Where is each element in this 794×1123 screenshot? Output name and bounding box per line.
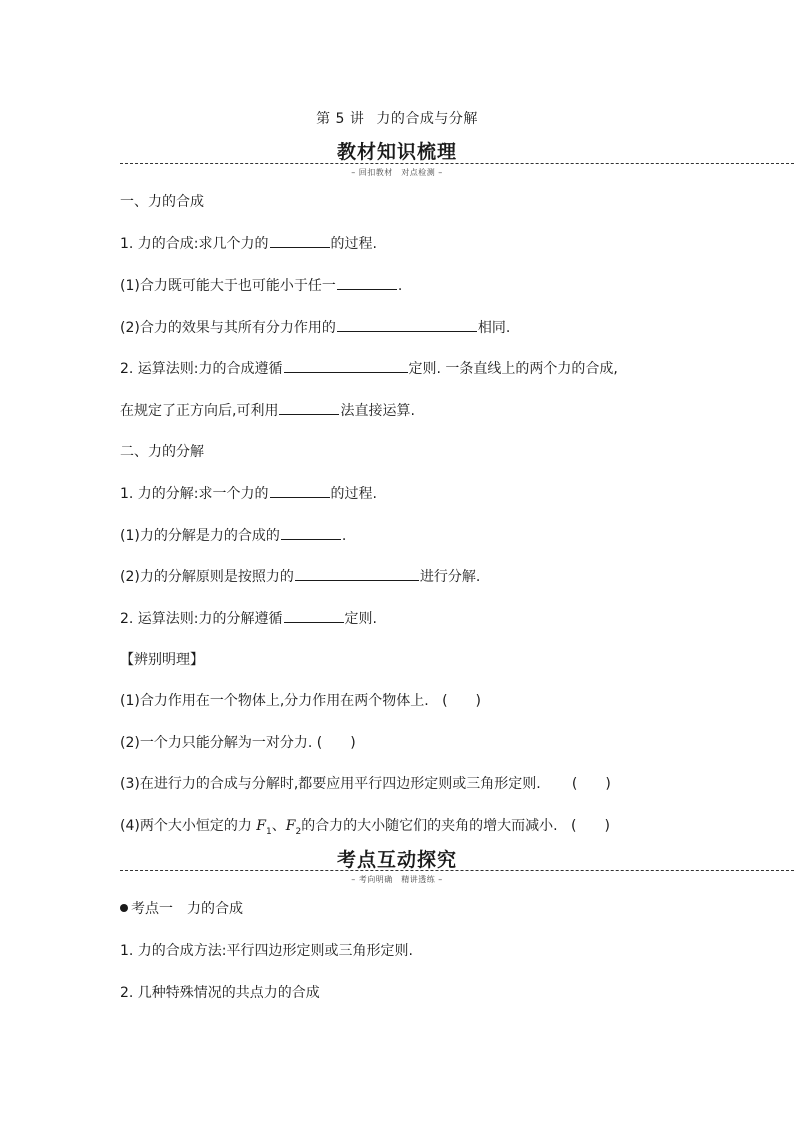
judge-question-3: (3)在进行力的合成与分解时,都要应用平行四边形定则或三角形定则. ( ): [120, 776, 611, 792]
item-resolution-principle: (2)力的分解原则是按照力的 进行分解.: [120, 566, 480, 587]
section-heading-textbook: 教材知识梳理: [336, 141, 457, 163]
item-resultant-effect: (2)合力的效果与其所有分力作用的 相同.: [120, 317, 510, 338]
exam-point-item-1: 1. 力的合成方法:平行四边形定则或三角形定则.: [120, 943, 413, 959]
heading-discernment: 【辨别明理】: [120, 652, 204, 668]
answer-parentheses[interactable]: ( ): [571, 818, 610, 834]
answer-blank[interactable]: [295, 566, 419, 581]
answer-parentheses[interactable]: ( ): [316, 735, 356, 751]
answer-blank[interactable]: [270, 483, 330, 498]
item-resolution-rule: 2. 运算法则:力的分解遵循 定则.: [120, 608, 377, 629]
item-composition-rule: 2. 运算法则:力的合成遵循 定则. 一条直线上的两个力的合成,: [120, 358, 618, 379]
section-heading-exam-points: 考点互动探究: [336, 849, 457, 871]
judge-question-1: (1)合力作用在一个物体上,分力作用在两个物体上. ( ): [120, 693, 482, 709]
exam-point-heading: 考点一 力的合成: [120, 899, 243, 919]
heading-resolution: 二、力的分解: [120, 444, 204, 460]
exam-point-item-2: 2. 几种特殊情况的共点力的合成: [120, 985, 320, 1001]
answer-parentheses[interactable]: ( ): [442, 693, 482, 709]
lesson-number: 第 5 讲: [316, 111, 365, 127]
answer-blank[interactable]: [270, 233, 330, 248]
lesson-name: 力的合成与分解: [376, 111, 478, 127]
item-resolution-definition: 1. 力的分解:求一个力的 的过程.: [120, 483, 377, 504]
heading-composition: 一、力的合成: [120, 194, 204, 210]
answer-blank[interactable]: [281, 525, 341, 540]
answer-blank[interactable]: [284, 608, 344, 623]
judge-question-4: (4)两个大小恒定的力 $F_1$、$F_2$的合力的大小随它们的夹角的增大而减小. ( ): [120, 818, 610, 837]
answer-blank[interactable]: [279, 400, 339, 415]
item-resultant-magnitude: (1)合力既可能大于也可能小于任一 .: [120, 275, 402, 296]
section-subtitle: – 回扣教材 对点检测 –: [351, 168, 443, 177]
item-resolution-inverse: (1)力的分解是力的合成的 .: [120, 525, 346, 546]
judge-question-2: (2)一个力只能分解为一对分力. ( ): [120, 735, 356, 751]
lesson-title: [0, 108, 794, 128]
item-collinear-forces: 在规定了正方向后,可利用 法直接运算.: [120, 400, 415, 421]
section-subtitle: – 考向明确 精讲透练 –: [351, 875, 443, 884]
answer-blank[interactable]: [337, 275, 397, 290]
section-divider: [120, 870, 794, 871]
answer-blank[interactable]: [337, 317, 477, 332]
answer-blank[interactable]: [284, 358, 408, 373]
answer-parentheses[interactable]: ( ): [571, 776, 611, 792]
section-divider: [120, 163, 794, 164]
bullet-icon: [120, 904, 128, 912]
item-composition-definition: 1. 力的合成:求几个力的 的过程.: [120, 233, 377, 254]
